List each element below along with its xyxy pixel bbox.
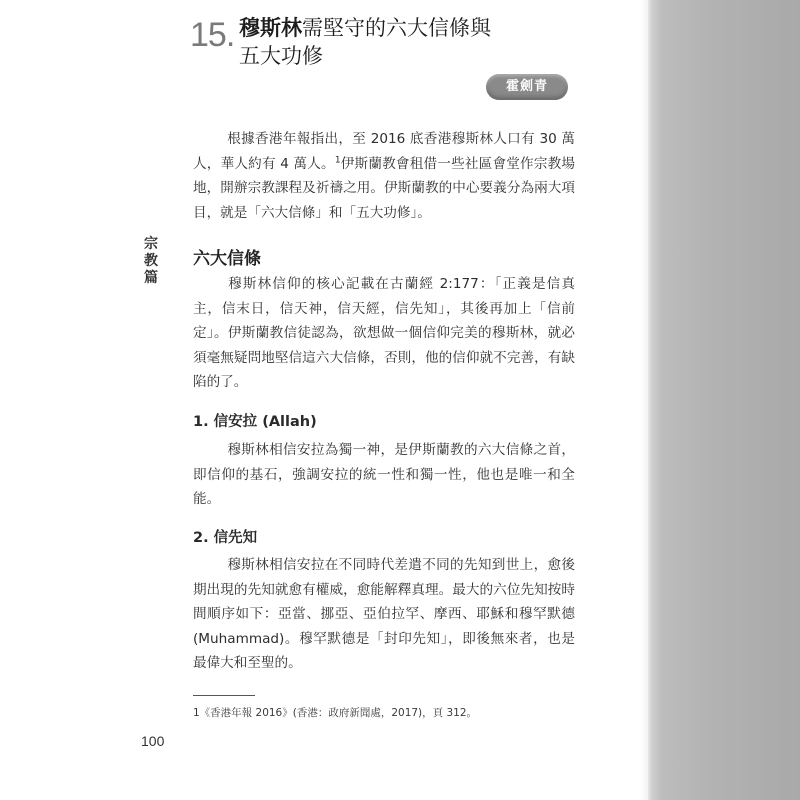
item-paragraph-text: 穆斯林相信安拉在不同時代差遣不同的先知到世上，愈後期出現的先知就愈有權威，愈能解釋真理。最大的六位先知按時間順序如下：亞當、挪亞、亞伯拉罕、摩西、耶穌和穆罕默德 (Muhammad)。穆罕默德是「封印先知」，即後無來者，也是最偉大和至聖的。 bbox=[193, 557, 575, 671]
section-paragraph-text: 穆斯林信仰的核心記載在古蘭經 2:177：「正義是信真主，信末日，信天神，信天經，信先知」，其後再加上「信前定」。伊斯蘭教信徒認為，欲想做一個信仰完美的穆斯林，就必須毫無疑問地堅信這六大信條，否則，他的信仰就不完善，有缺陷的了。 bbox=[193, 276, 575, 390]
chapter-title-line1-rest: 需堅守的六大信條與 bbox=[302, 16, 491, 40]
intro-paragraph bbox=[193, 127, 575, 225]
chapter-title-emphasis: 穆斯林 bbox=[239, 16, 302, 40]
side-tab-char: 教 bbox=[144, 253, 158, 269]
item-paragraph-text: 穆斯林相信安拉為獨一神，是伊斯蘭教的六大信條之首，即信仰的基石，強調安拉的統一性和獨一性，他也是唯一和全能。 bbox=[193, 442, 575, 507]
item-heading: 1. 信安拉 (Allah) bbox=[193, 414, 317, 430]
author-name: 霍劍青 bbox=[505, 79, 548, 94]
footnote-divider bbox=[193, 695, 255, 696]
page-number: 100 bbox=[141, 733, 165, 749]
intro-text-a: 根據香港年報指出，至 2016 底香港穆斯林人口有 30 萬人，華人約有 4 萬人。 bbox=[193, 131, 575, 172]
item-paragraph bbox=[193, 438, 575, 512]
chapter-number: 15. bbox=[190, 16, 235, 54]
side-tab-char: 宗 bbox=[144, 236, 158, 252]
footnote: 1《香港年報 2016》(香港：政府新聞處，2017)，頁 312。 bbox=[193, 707, 478, 719]
intro-text-b: 伊斯蘭教會租借一些社區會堂作宗教場地，開辦宗教課程及祈禱之用。伊斯蘭教的中心要義分為兩大項目，就是「六大信條」和「五大功修」。 bbox=[193, 155, 575, 221]
item-heading: 2. 信先知 bbox=[193, 530, 258, 546]
section-side-tab bbox=[143, 236, 159, 287]
side-tab-char: 篇 bbox=[144, 270, 158, 286]
book-gutter bbox=[648, 0, 800, 800]
footnote-marker: 1 bbox=[334, 154, 341, 165]
author-badge bbox=[486, 74, 568, 100]
section-heading: 六大信條 bbox=[193, 249, 261, 269]
section-paragraph bbox=[193, 272, 575, 395]
chapter-title bbox=[239, 14, 619, 70]
chapter-title-line2: 五大功修 bbox=[239, 44, 323, 68]
item-paragraph bbox=[193, 553, 575, 676]
